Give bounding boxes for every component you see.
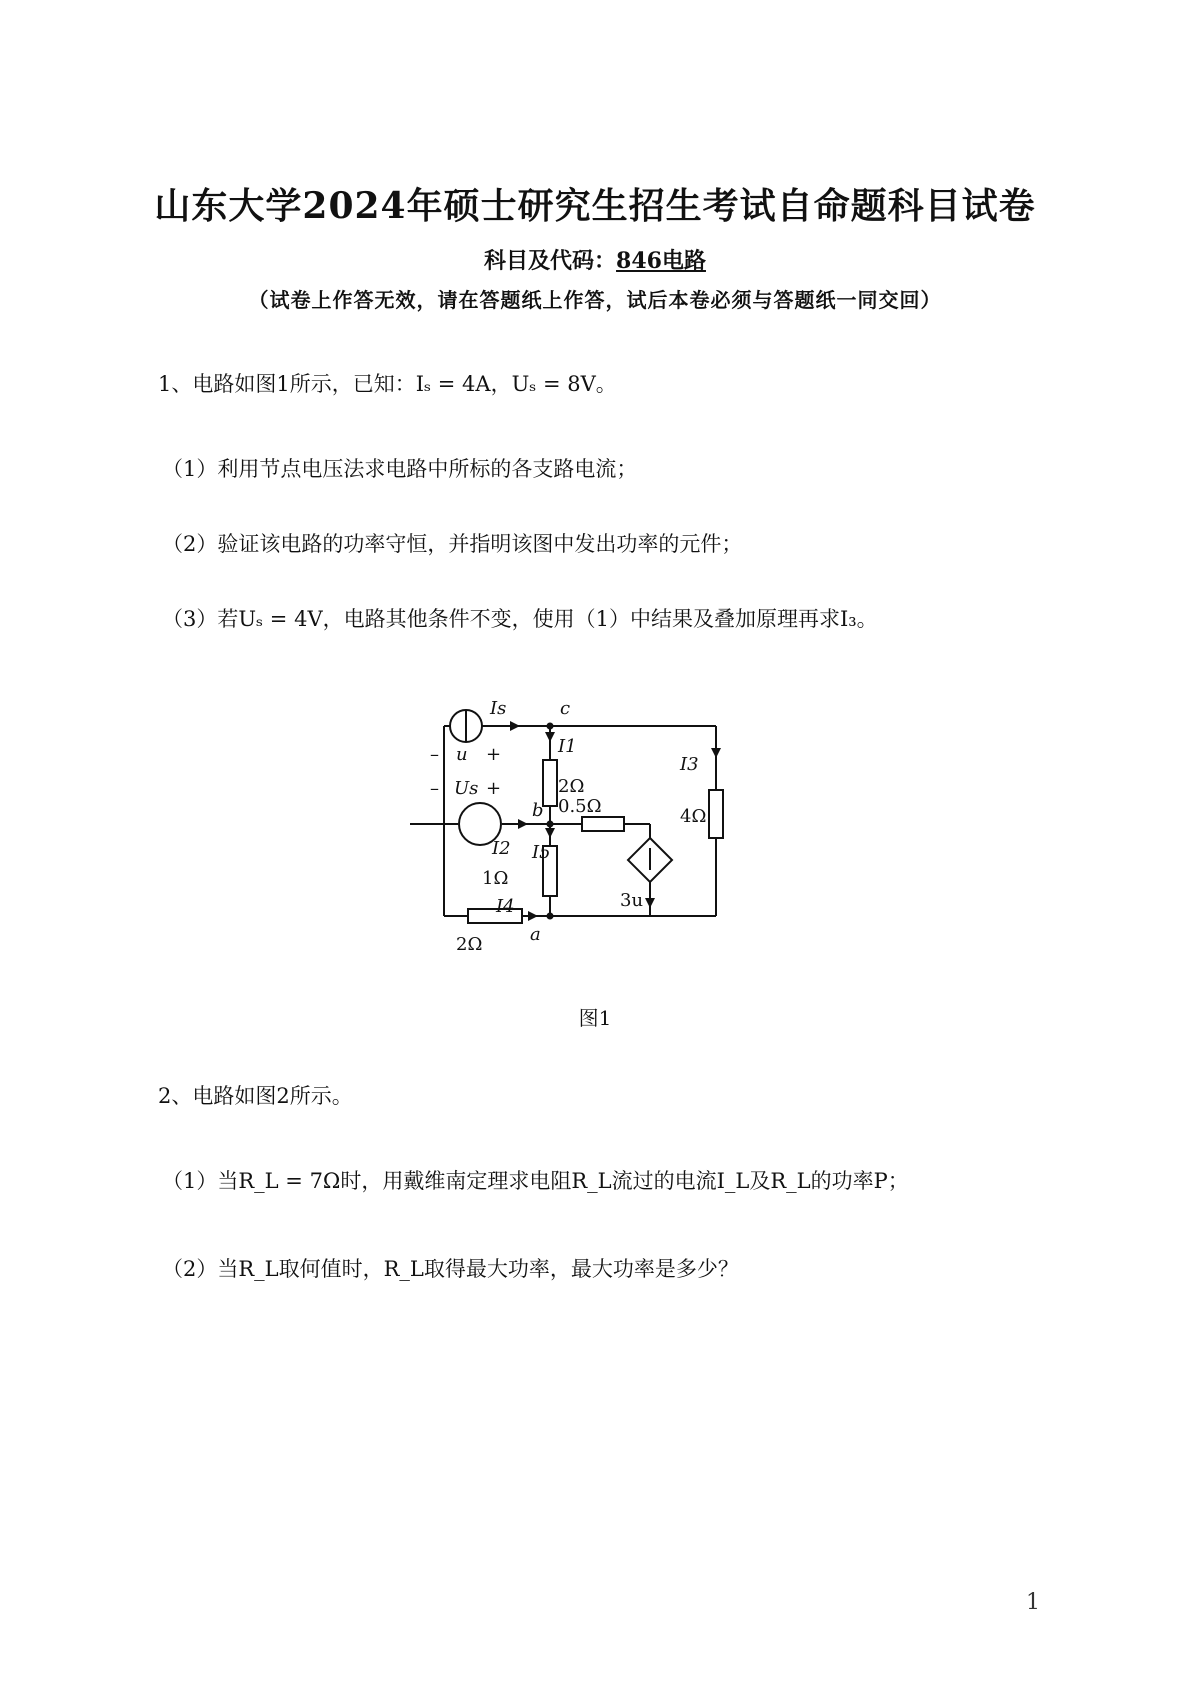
arrow-i1: [545, 732, 555, 742]
label-i2: I2: [492, 838, 511, 859]
resistor-0-5ohm: [582, 817, 624, 831]
question2-stem: 2、电路如图2所示。: [158, 1084, 353, 1108]
label-u-minus: –: [430, 744, 439, 765]
node-c-dot: [547, 723, 554, 730]
label-i1: I1: [558, 736, 577, 757]
question1-part2: （2）验证该电路的功率守恒，并指明该图中发出功率的元件；: [162, 532, 743, 556]
arrow-is: [510, 721, 520, 731]
node-b-dot: [547, 821, 554, 828]
arrow-i4: [528, 911, 538, 921]
question1-part1: （1）利用节点电压法求电路中所标的各支路电流；: [162, 457, 638, 481]
label-u: u: [456, 744, 468, 765]
question2-part2: （2）当R_L取何值时，R_L取得最大功率，最大功率是多少？: [162, 1257, 739, 1281]
label-i5: I5: [532, 842, 551, 863]
resistor-2ohm-top: [543, 760, 557, 806]
label-is: Is: [490, 698, 507, 719]
label-node-c: c: [560, 698, 571, 719]
exam-note: （试卷上作答无效，请在答题纸上作答，试后本卷必须与答题纸一同交回）: [248, 288, 942, 312]
label-3u: 3u: [620, 890, 644, 911]
arrow-i2: [545, 828, 555, 838]
label-4ohm: 4Ω: [680, 806, 707, 827]
figure1-caption: 图1: [578, 1006, 612, 1030]
label-us: Us: [454, 778, 479, 799]
subject-line: [0, 244, 1190, 275]
label-1ohm: 1Ω: [482, 868, 509, 889]
label-us-minus: –: [430, 778, 439, 799]
arrow-i3: [711, 748, 721, 758]
label-2ohm-bottom: 2Ω: [456, 934, 483, 955]
node-a-dot: [547, 913, 554, 920]
label-i3: I3: [680, 754, 699, 775]
circuit-diagram-figure1: [410, 688, 730, 958]
label-u-plus: +: [486, 744, 502, 765]
arrow-middle: [518, 819, 528, 829]
arrow-dep-source: [645, 898, 655, 908]
subject-prefix: 科目及代码：: [484, 248, 617, 274]
question1-stem: 1、电路如图1所示，已知：Iₛ = 4A，Uₛ = 8V。: [158, 372, 617, 396]
resistor-4ohm: [709, 790, 723, 838]
label-i4: I4: [496, 896, 515, 917]
label-us-plus: +: [486, 778, 502, 799]
label-0-5ohm: 0.5Ω: [558, 796, 602, 817]
question2-part1: （1）当R_L = 7Ω时，用戴维南定理求电阻R_L流过的电流I_L及R_L的功率P；: [162, 1169, 909, 1193]
label-2ohm-top: 2Ω: [558, 776, 585, 797]
question1-part3: （3）若Uₛ = 4V，电路其他条件不变，使用（1）中结果及叠加原理再求I₃。: [162, 607, 878, 631]
page-number: 1: [1026, 1590, 1040, 1615]
label-node-b: b: [532, 800, 544, 821]
label-node-a: a: [530, 924, 541, 945]
subject-code: 846电路: [616, 248, 706, 274]
exam-title: 山东大学2024年硕士研究生招生考试自命题科目试卷: [154, 185, 1036, 227]
